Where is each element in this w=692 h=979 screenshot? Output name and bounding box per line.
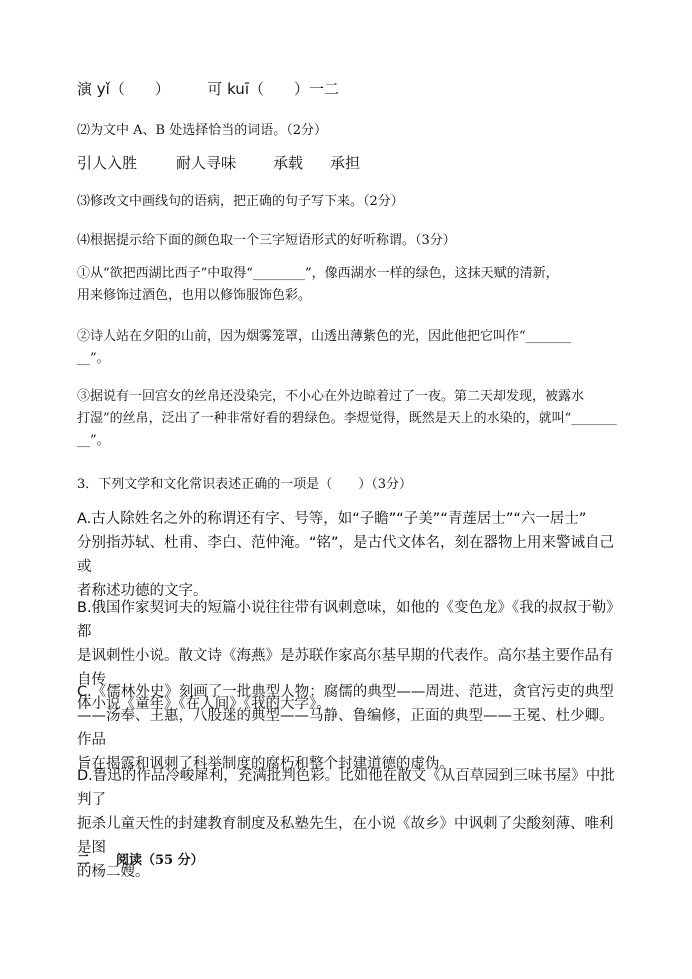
option-word: 承担 [330,154,361,172]
color-item-line: ②诗人站在夕阳的山前，因为烟雾笼罩，山透出薄紫色的光，因此他把它叫作“_______ [77,329,572,344]
option-line: A.古人除姓名之外的称谓还有字、号等，如“子瞻”“子美”“青莲居士”“六一居士” [77,511,587,527]
option-line: 分别指苏轼、杜甫、李白、范仲淹。“铭”，是古代文体名，刻在器物上用来警诫自己或 [77,535,615,575]
section-heading [77,849,204,868]
option-line: 体小说《童年》《在人间》《我的大学》。 [77,696,331,712]
option-line: 扼杀儿童天性的封建教育制度及私塾先生，在小说《故乡》中讽刺了尖酸刻薄、唯利是图 [77,816,614,856]
section-number: 二 [77,853,91,868]
option-c [77,680,621,776]
option-word: 承载 [273,154,304,172]
color-item-line: ③据说有一回宫女的丝帛还没染完，不小心在外边晾着过了一夜。第二天却发现，被露水 [77,389,585,404]
color-item-line: 打湿”的丝帛，泛出了一种非常好看的碧绿色。李煜觉得，既然是天上的水染的，就叫“_______ [77,411,617,426]
color-item-line: ①从“欲把西湖比西子”中取得“________”，像西湖水一样的绿色，这抹天赋的清新， [77,266,559,281]
color-item-line: __”。 [77,351,110,366]
option-line: 的杨二嫂。 [77,864,150,880]
question-2-prompt: ⑵为文中 A、B 处选择恰当的词语。（2分） [77,123,327,138]
color-item-3 [77,386,621,452]
option-a [77,507,621,603]
question-3-stem: 3．下列文学和文化常识表述正确的一项是（ ）（3分） [77,477,413,492]
question-3-prompt: ⑶修改文中画线句的语病，把正确的句子写下来。（2分） [77,194,404,209]
color-item-line: 用来修饰过酒色，也用以修饰服饰色彩。 [77,288,312,303]
option-line: 是讽刺性小说。散文诗《海燕》是苏联作家高尔基早期的代表作。高尔基主要作品有自传 [77,648,614,688]
option-word: 耐人寻味 [176,154,237,172]
word-options [77,152,360,173]
color-item-2 [77,326,621,370]
pinyin-fill-line: 演 yǐ（ ） 可 kuī（ ）一二 [77,80,339,98]
option-line: ——汤奉、王惠，八股迷的典型——马静、鲁编修，正面的典型——王冕、杜少卿。作品 [77,708,614,748]
color-item-line: __”。 [77,433,110,448]
option-line: C.《儒林外史》刻画了一批典型人物：腐儒的典型——周进、范进，贪官污吏的典型 [77,684,614,700]
question-4-prompt: ⑷根据提示给下面的颜色取一个三字短语形式的好听称谓。（3分） [77,233,456,248]
option-line: B.俄国作家契诃夫的短篇小说往往带有讽刺意味，如他的《变色龙》《我的叔叔于勒》都 [77,600,621,640]
option-line: 旨在揭露和讽刺了科举制度的腐朽和整个封建道德的虚伪。 [77,756,454,772]
option-line: 者称述功德的文字。 [77,583,208,599]
color-item-1 [77,263,621,307]
option-line: D.鲁迅的作品冷峻犀利，充满批判色彩。比如他在散文《从百草园到三味书屋》中批判了 [77,768,615,808]
section-title: 阅读（55 分） [116,853,204,868]
option-word: 引人入胜 [77,154,138,172]
